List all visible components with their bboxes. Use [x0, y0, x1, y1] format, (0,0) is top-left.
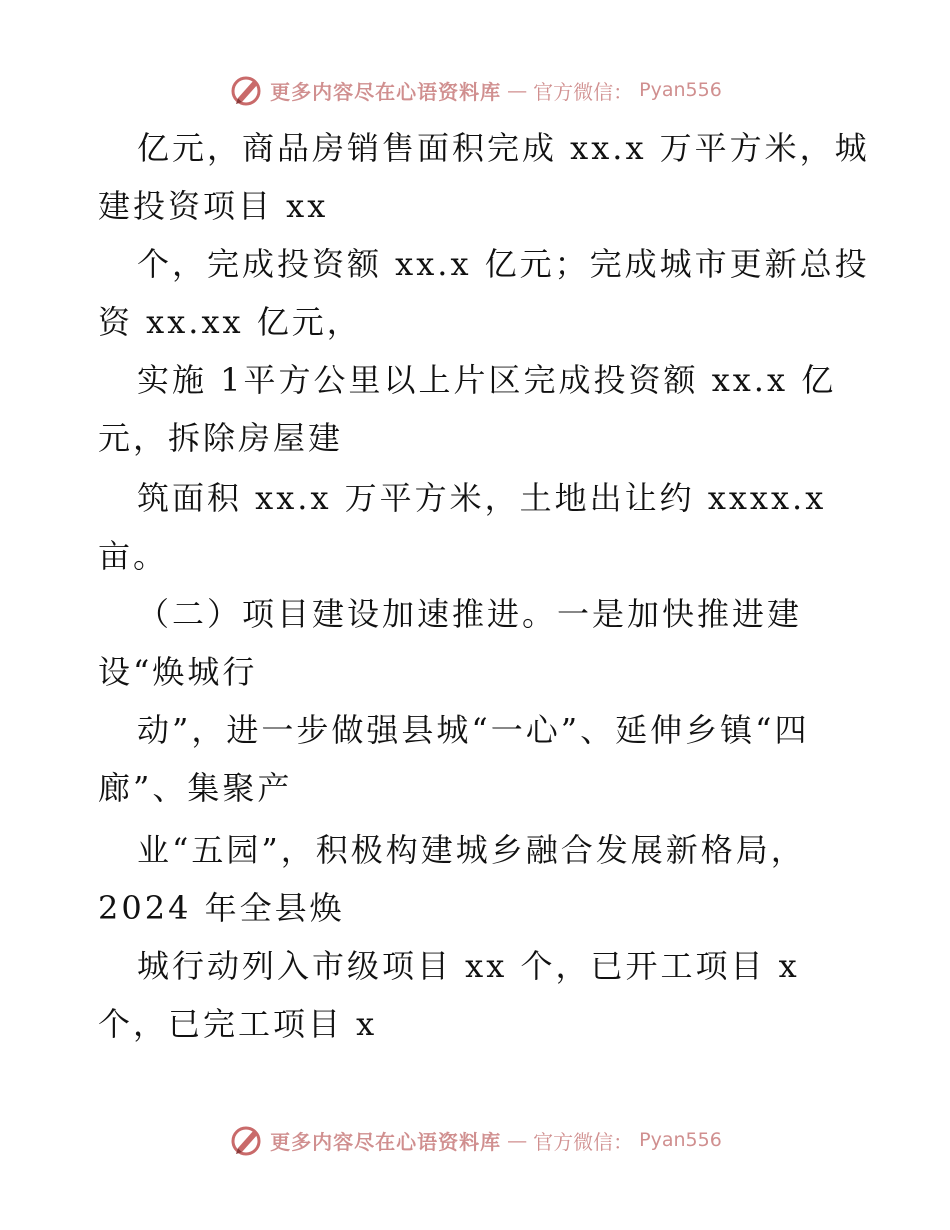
watermark-subtext: 官方微信：: [533, 1129, 634, 1154]
body-line: 建投资项目 xx: [98, 187, 329, 225]
body-line: 元，拆除房屋建: [98, 419, 344, 457]
pen-logo-icon: [228, 72, 264, 108]
body-line: 资 xx.xx 亿元，: [98, 303, 362, 341]
header-watermark: [0, 70, 950, 110]
watermark-id: Pyan556: [639, 1129, 722, 1151]
watermark-text: 更多内容尽在心语资料库: [270, 79, 502, 104]
body-line: 个，完成投资额 xx.x 亿元；完成城市更新总投: [137, 245, 870, 283]
watermark-dash: —: [507, 78, 528, 102]
body-line: 2024 年全县焕: [98, 889, 345, 927]
body-line: 实施 1平方公里以上片区完成投资额 xx.x 亿: [137, 361, 837, 399]
watermark-group: [228, 1122, 722, 1158]
body-line: 亿元，商品房销售面积完成 xx.x 万平方米，城: [137, 129, 870, 167]
body-line: 亩。: [98, 537, 169, 575]
watermark-group: [228, 72, 722, 108]
body-line: （二）项目建设加速推进。一是加快推进建: [137, 595, 803, 633]
body-line: 筑面积 xx.x 万平方米，土地出让约 xxxx.x: [137, 479, 827, 517]
body-line: 个，已完工项目 x: [98, 1005, 378, 1043]
body-line: 动”，进一步做强县城“一心”、延伸乡镇“四: [137, 711, 810, 749]
watermark-subtext: 官方微信：: [533, 79, 634, 104]
body-line: 设“焕城行: [98, 653, 258, 691]
watermark-id: Pyan556: [639, 79, 722, 101]
body-line: 业“五园”，积极构建城乡融合发展新格局，: [137, 831, 806, 869]
footer-watermark: [0, 1120, 950, 1160]
pen-logo-icon: [228, 1122, 264, 1158]
watermark-text: 更多内容尽在心语资料库: [270, 1129, 502, 1154]
body-line: 廊”、集聚产: [98, 769, 293, 807]
watermark-dash: —: [507, 1128, 528, 1152]
body-line: 城行动列入市级项目 xx 个，已开工项目 x: [137, 947, 800, 985]
